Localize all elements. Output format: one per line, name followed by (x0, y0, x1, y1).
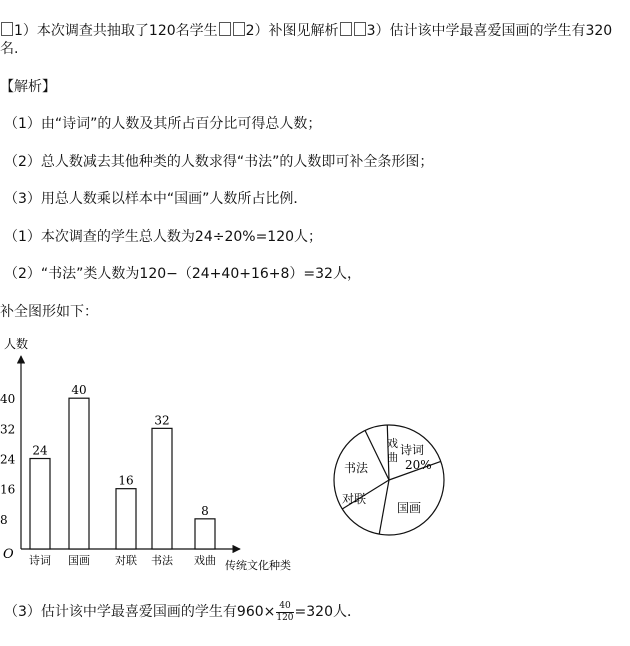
final-prefix: （3）估计该中学最喜爱国画的学生有960× (4, 604, 276, 620)
fraction-numerator: 40 (276, 601, 293, 613)
x-category-label: 戏曲 (194, 554, 216, 567)
answer-line-2 (0, 40, 18, 58)
pie-label-calligraphy: 书法 (344, 461, 369, 475)
missing-glyph-box (354, 22, 366, 36)
answer-part-1: 1）本次调查共抽取了120名学生 (14, 23, 218, 39)
bar (30, 459, 50, 549)
answer-part-3: 3）估计该中学最喜爱国画的学生有320 (366, 23, 613, 39)
y-ticks (0, 392, 16, 527)
step-4: （1）本次调查的学生总人数为24÷20%=120人； (4, 229, 323, 245)
pie-chart (330, 420, 450, 540)
final-line (4, 600, 361, 624)
fraction (276, 601, 293, 624)
bar (195, 519, 215, 549)
bar-data-label: 8 (201, 503, 209, 518)
pie-label-poetry-percent: 20% (405, 458, 432, 472)
final-suffix: =320人． (294, 604, 361, 620)
step-2: （2）总人数减去其他种类的人数求得“书法”的人数即可补全条形图； (4, 154, 434, 170)
step-1: （1）由“诗词”的人数及其所占百分比可得总人数； (4, 116, 322, 132)
y-tick-label: 32 (0, 422, 16, 437)
bar (116, 489, 136, 549)
missing-glyph-box (219, 22, 231, 36)
answer-part-3-cont: 名. (0, 41, 19, 57)
bar (69, 398, 89, 549)
analysis-heading: 【解析】 (0, 79, 56, 95)
step-5: （2）“书法”类人数为120−（24+40+16+8）=32人， (4, 266, 361, 282)
bar-data-label: 32 (154, 413, 170, 428)
bar-chart (0, 328, 310, 578)
fraction-denominator: 120 (276, 612, 294, 623)
bar-data-label: 24 (32, 443, 48, 458)
pie-label-painting: 国画 (397, 501, 422, 515)
x-category-label: 书法 (151, 554, 173, 567)
y-tick-label: 24 (0, 452, 16, 467)
bar-data-label: 40 (71, 383, 87, 398)
answer-part-2: 2）补图见解析 (245, 23, 339, 39)
x-category-label: 对联 (115, 554, 137, 567)
step-3: （3）用总人数乘以样本中“国画”人数所占比例． (4, 191, 308, 207)
missing-glyph-box (233, 22, 245, 36)
y-tick-label: 16 (0, 482, 16, 497)
pie-label-opera-2: 曲 (387, 451, 398, 464)
answer-line-1 (0, 22, 612, 40)
pie-label-opera-1: 戏 (387, 437, 398, 450)
complete-label: 补全图形如下： (0, 304, 98, 320)
y-tick-label: 40 (0, 392, 16, 407)
y-tick-label: 8 (0, 512, 8, 527)
bar-data-label: 16 (118, 473, 134, 488)
x-category-label: 国画 (68, 554, 90, 567)
bars (29, 383, 216, 567)
pie-label-couplet: 对联 (342, 492, 367, 506)
x-axis-label: 传统文化种类 (225, 559, 291, 572)
x-category-label: 诗词 (29, 554, 51, 567)
origin-label: O (3, 547, 14, 562)
bar (152, 428, 172, 549)
missing-glyph-box (340, 22, 352, 36)
pie-label-poetry: 诗词 (400, 443, 425, 457)
y-axis-label: 人数 (4, 337, 29, 351)
missing-glyph-box (1, 22, 13, 36)
